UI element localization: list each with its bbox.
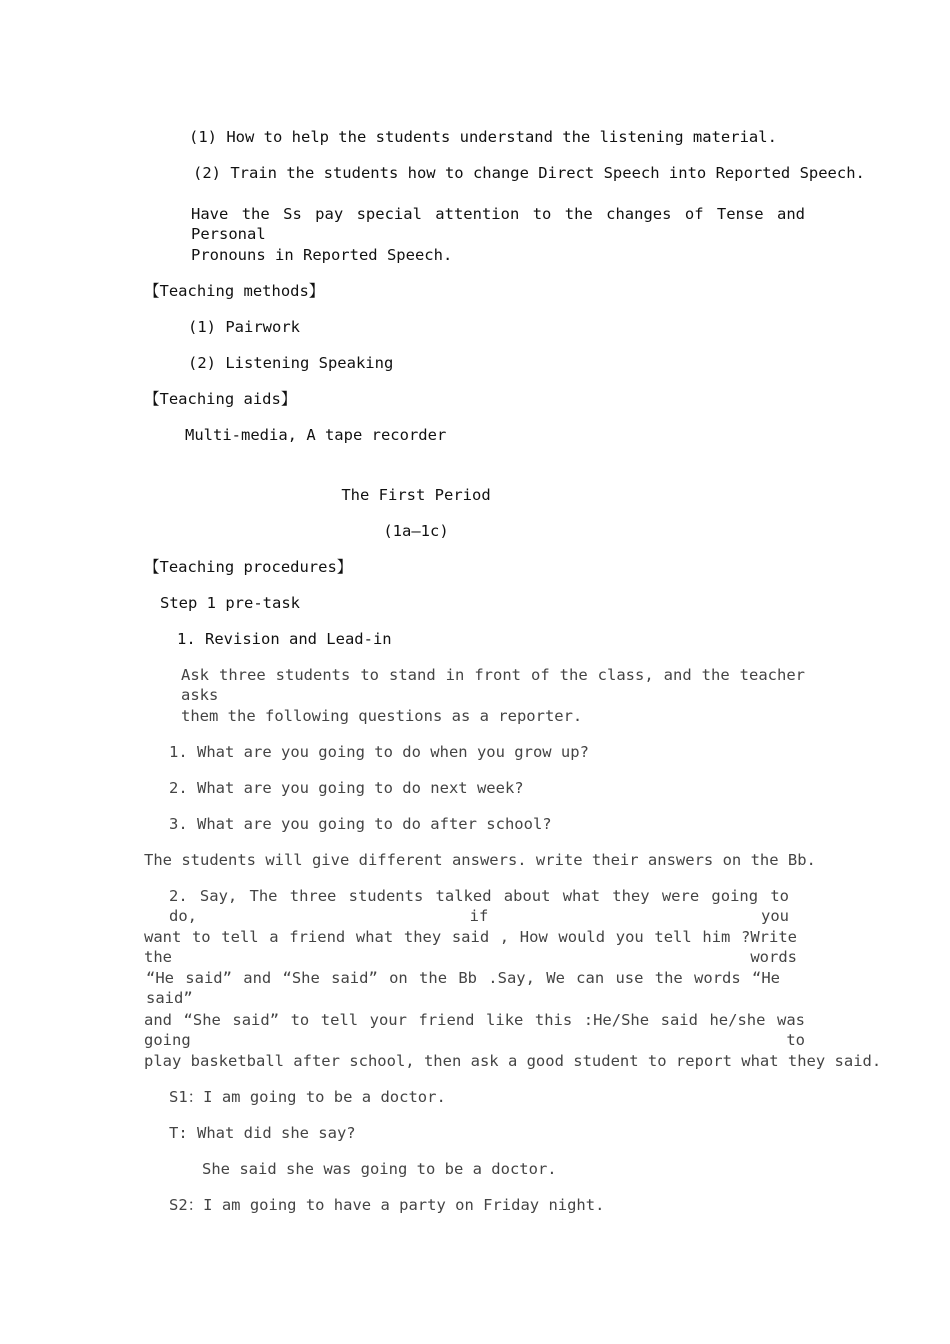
say-paragraph-line-1: 2. Say, The three students talked about what they were going to do, if you <box>169 887 789 925</box>
objective-item-2: (2) Train the students how to change Direct Speech into Reported Speech. <box>193 164 865 182</box>
objective-item-2-continued-1: Have the Ss pay special attention to the changes of Tense and Personal <box>191 205 805 243</box>
revision-instruction-line-1: Ask three students to stand in front of the class, and the teacher asks <box>181 666 805 704</box>
say-paragraph-line-2: want to tell a friend what they said , How would you tell him ?Write the words <box>144 928 797 966</box>
dialogue-teacher: T: What did she say? <box>169 1124 356 1142</box>
method-item-1: (1) Pairwork <box>188 318 300 336</box>
teaching-methods-heading: 【Teaching methods】 <box>144 282 325 300</box>
objective-item-1: (1) How to help the students understand the listening material. <box>189 128 777 146</box>
question-3: 3. What are you going to do after school? <box>169 815 552 833</box>
teaching-aids-text: Multi-media, A tape recorder <box>185 426 447 444</box>
teaching-procedures-heading: 【Teaching procedures】 <box>144 558 353 576</box>
say-paragraph-line-4: and “She said” to tell your friend like this :He/She said he/she was going to <box>144 1011 805 1049</box>
period-title: The First Period <box>341 486 491 504</box>
method-item-2: (2) Listening Speaking <box>188 354 394 372</box>
revision-instruction-line-2: them the following questions as a reporter. <box>181 707 583 725</box>
question-1: 1. What are you going to do when you grow up? <box>169 743 589 761</box>
teaching-aids-heading: 【Teaching aids】 <box>144 390 297 408</box>
dialogue-teacher-answer: She said she was going to be a doctor. <box>202 1160 557 1178</box>
revision-title: 1. Revision and Lead-in <box>177 630 392 648</box>
say-paragraph-line-5: play basketball after school, then ask a good student to report what they said. <box>144 1052 882 1070</box>
period-range: (1a—1c) <box>383 522 449 540</box>
objective-item-2-continued-2: Pronouns in Reported Speech. <box>191 246 453 264</box>
dialogue-s1: S1：I am going to be a doctor. <box>169 1088 446 1106</box>
question-2: 2. What are you going to do next week? <box>169 779 524 797</box>
answers-note: The students will give different answers. write their answers on the Bb. <box>144 851 816 869</box>
step-1-title: Step 1 pre-task <box>160 594 300 612</box>
say-paragraph-line-3: “He said” and “She said” on the Bb .Say, We can use the words “He said” <box>146 969 780 1007</box>
dialogue-s2: S2：I am going to have a party on Friday night. <box>169 1196 605 1214</box>
